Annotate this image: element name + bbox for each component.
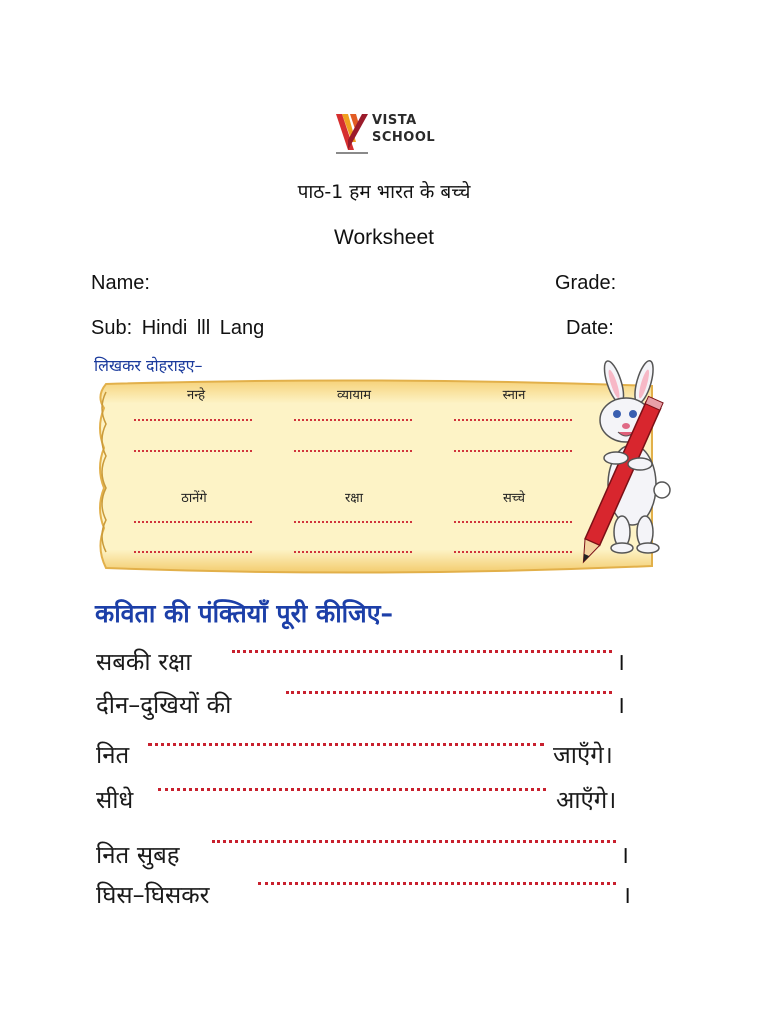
poem-blank[interactable] <box>232 650 612 653</box>
practice-blank[interactable] <box>294 551 412 553</box>
poem-line-end: जाएँगे। <box>553 741 613 769</box>
rabbit-with-pencil-icon <box>570 360 680 575</box>
practice-blank[interactable] <box>294 521 412 523</box>
name-label: Name: <box>91 272 150 294</box>
poem-blank[interactable] <box>212 840 616 843</box>
poem-line-start: नित <box>96 741 130 769</box>
poem-blank[interactable] <box>158 788 546 791</box>
poem-line-end: । <box>622 881 632 909</box>
poem-heading: कविता की पंक्तियाँ पूरी कीजिए– <box>95 599 394 628</box>
poem-blank[interactable] <box>148 743 544 746</box>
practice-blank[interactable] <box>454 521 572 523</box>
worksheet-title: पाठ-1 हम भारत के बच्चे <box>297 181 471 203</box>
practice-word: ठानेंगे <box>181 491 207 506</box>
date-label: Date: <box>566 317 614 339</box>
poem-line-end: । <box>616 691 626 719</box>
poem-line-end: आएँगे। <box>556 786 617 814</box>
subject-label: Sub: Hindi lll Lang <box>91 317 265 339</box>
poem-line-start: सीधे <box>96 786 134 814</box>
practice-word: रक्षा <box>344 491 363 506</box>
practice-blank[interactable] <box>454 551 572 553</box>
practice-blank[interactable] <box>134 419 252 421</box>
worksheet-subtitle: Worksheet <box>334 226 434 249</box>
practice-blank[interactable] <box>454 450 572 452</box>
poem-line-end: । <box>616 648 626 676</box>
practice-blank[interactable] <box>294 450 412 452</box>
practice-blank[interactable] <box>454 419 572 421</box>
vista-logo-icon <box>334 110 370 156</box>
poem-line-start: नित सुबह <box>96 841 180 869</box>
practice-word: नन्हे <box>186 388 205 403</box>
logo-line-2: SCHOOL <box>372 130 436 145</box>
poem-line-start: दीन–दुखियों की <box>96 691 232 719</box>
grade-label: Grade: <box>555 272 617 294</box>
poem-line-end: । <box>620 841 630 869</box>
poem-blank[interactable] <box>286 691 612 694</box>
poem-blank[interactable] <box>258 882 616 885</box>
practice-blank[interactable] <box>294 419 412 421</box>
logo-line-1: VISTA <box>372 113 417 128</box>
practice-word: व्यायाम <box>336 388 372 403</box>
practice-word: सच्चे <box>503 491 525 506</box>
practice-word: स्नान <box>502 388 526 403</box>
poem-line-start: सबकी रक्षा <box>96 648 192 676</box>
practice-blank[interactable] <box>134 521 252 523</box>
practice-blank[interactable] <box>134 450 252 452</box>
poem-line-start: घिस–घिसकर <box>96 881 210 909</box>
practice-blank[interactable] <box>134 551 252 553</box>
practice-heading: लिखकर दोहराइए– <box>94 356 203 375</box>
school-logo <box>334 110 444 156</box>
